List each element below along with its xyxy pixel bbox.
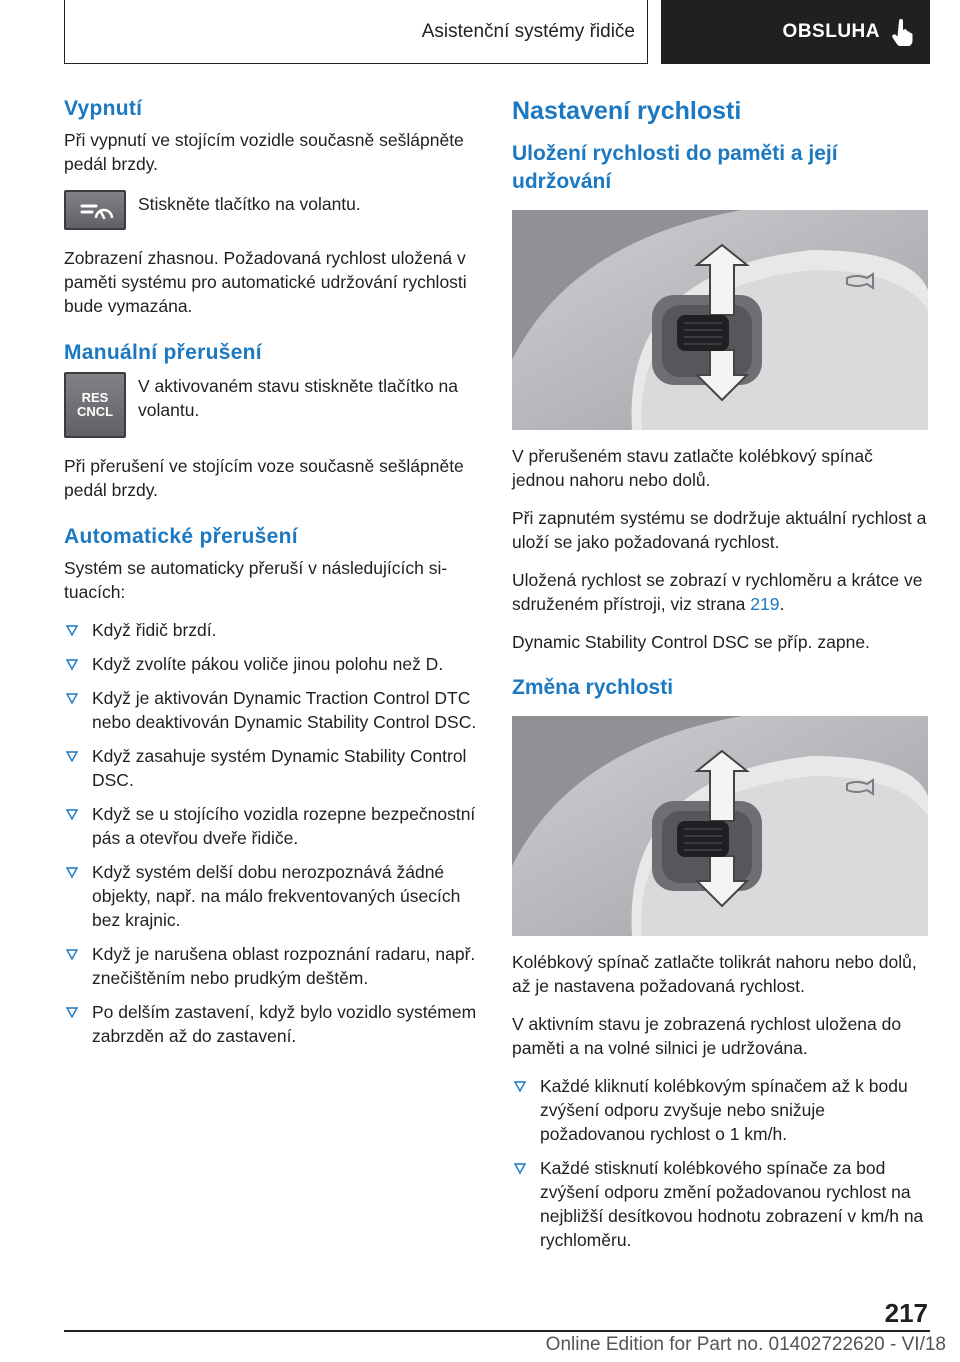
- footer-divider: [64, 1330, 930, 1332]
- cruise-control-off-button-image: [64, 190, 126, 230]
- heading-off: Vypnutí: [64, 97, 143, 120]
- page-link[interactable]: 219: [750, 594, 780, 614]
- page-number: 217: [884, 1298, 928, 1328]
- res-cncl-button-image: [64, 372, 126, 438]
- change-list: [512, 1074, 930, 1252]
- heading-manual: Manuální přerušení: [64, 341, 262, 364]
- triangle-bullet-icon: [66, 693, 78, 704]
- heading-store: Uložení rychlosti do paměti a její udržování: [512, 142, 838, 193]
- heading-speed: Nastavení rychlosti: [512, 97, 742, 125]
- store-text-3: Uložená rychlost se zobrazí v rychloměru a krátce ve sdruženém přístroji, viz strana 219.: [512, 570, 923, 614]
- off-result: Zobrazení zhasnou. Požadovaná rychlost uložená v paměti systému pro automatické udržování rychlosti bude vymazána.: [64, 248, 467, 316]
- triangle-bullet-icon: [66, 659, 78, 670]
- change-text-2: V aktivním stavu je zobrazená rychlost uložena do paměti a na volné silnici je udržována.: [512, 1014, 902, 1058]
- left-column: [64, 96, 478, 1058]
- triangle-bullet-icon: [66, 809, 78, 820]
- res-label: RES: [81, 390, 109, 405]
- speedometer-off-icon: [74, 198, 116, 222]
- hand-pointer-icon: [890, 18, 916, 46]
- triangle-bullet-icon: [66, 751, 78, 762]
- triangle-bullet-icon: [66, 867, 78, 878]
- list-item: Když je aktivován Dynamic Traction Control DTC nebo deaktivován Dynamic Stability Control DSC.: [64, 686, 478, 734]
- change-text-1: Kolébkový spínač zatlačte tolikrát nahoru nebo dolů, až je nastavena požadovaná rychlost.: [512, 952, 917, 996]
- steering-wheel-rocker-photo-2: [512, 716, 928, 936]
- triangle-bullet-icon: [66, 625, 78, 636]
- triangle-bullet-icon: [514, 1163, 526, 1174]
- list-item: Když řidič brzdí.: [64, 618, 478, 642]
- list-item: Když systém delší dobu nerozpoznává žádné objekty, např. na málo frekventovaných úsecích bez krajnic.: [64, 860, 478, 932]
- right-column: [512, 96, 930, 1262]
- manual-button-row: [64, 372, 478, 438]
- store-text-2: Při zapnutém systému se dodržuje aktuální rychlost a uloží se jako požadovaná rychlost.: [512, 508, 927, 552]
- section-title: Asistenční systémy řidiče: [421, 20, 635, 42]
- cncl-label: CNCL: [76, 404, 114, 419]
- off-button-row: [64, 190, 478, 230]
- edition-note: Online Edition for Part no. 01402722620 - VI/18: [545, 1334, 946, 1355]
- manual-button-text: V aktivovaném stavu stiskněte tlačítko na volantu.: [138, 376, 459, 420]
- store-text-4: Dynamic Stability Control DSC se příp. zapne.: [512, 632, 870, 652]
- triangle-bullet-icon: [66, 949, 78, 960]
- list-item: Když je narušena oblast rozpoznání radaru, např. znečištěním nebo prudkým deštěm.: [64, 942, 478, 990]
- off-text: Při vypnutí ve stojícím vozidle současně sešlápněte pedál brzdy.: [64, 130, 464, 174]
- auto-list: [64, 618, 478, 1048]
- list-item: Když se u stojícího vozidla rozepne bezpečnostní pás a otevřou dveře řidiče.: [64, 802, 478, 850]
- list-item: Po delším zastavení, když bylo vozidlo systémem zabrzděn až do zastavení.: [64, 1000, 478, 1048]
- triangle-bullet-icon: [514, 1081, 526, 1092]
- off-button-text: Stiskněte tlačítko na volantu.: [138, 194, 361, 214]
- heading-auto: Automatické přerušení: [64, 525, 298, 548]
- steering-wheel-rocker-photo-1: [512, 210, 928, 430]
- chapter-tab: [661, 0, 930, 64]
- auto-intro: Systém se automaticky přeruší v následujících situacích:: [64, 558, 448, 602]
- heading-change: Změna rychlosti: [512, 676, 674, 699]
- list-item: Každé kliknutí kolébkovým spínačem až k bodu zvýšení odporu zvyšuje nebo snižuje požadovanou rychlost o 1 km/h.: [512, 1074, 930, 1146]
- store-text-1: V přerušeném stavu zatlačte kolébkový spínač jednou nahoru nebo dolů.: [512, 446, 873, 490]
- list-item: Když zvolíte pákou voliče jinou polohu než D.: [64, 652, 478, 676]
- list-item: Každé stisknutí kolébkového spínače za bod zvýšení odporu změní požadovanou rychlost na nejbližší desítkovou hodnotu zobrazení v km/h na rychloměru.: [512, 1156, 930, 1252]
- section-header: [64, 0, 648, 64]
- chapter-label: OBSLUHA: [782, 21, 880, 42]
- manual-text: Při přerušení ve stojícím voze současně sešlápněte pedál brzdy.: [64, 456, 464, 500]
- triangle-bullet-icon: [66, 1007, 78, 1018]
- list-item: Když zasahuje systém Dynamic Stability Control DSC.: [64, 744, 478, 792]
